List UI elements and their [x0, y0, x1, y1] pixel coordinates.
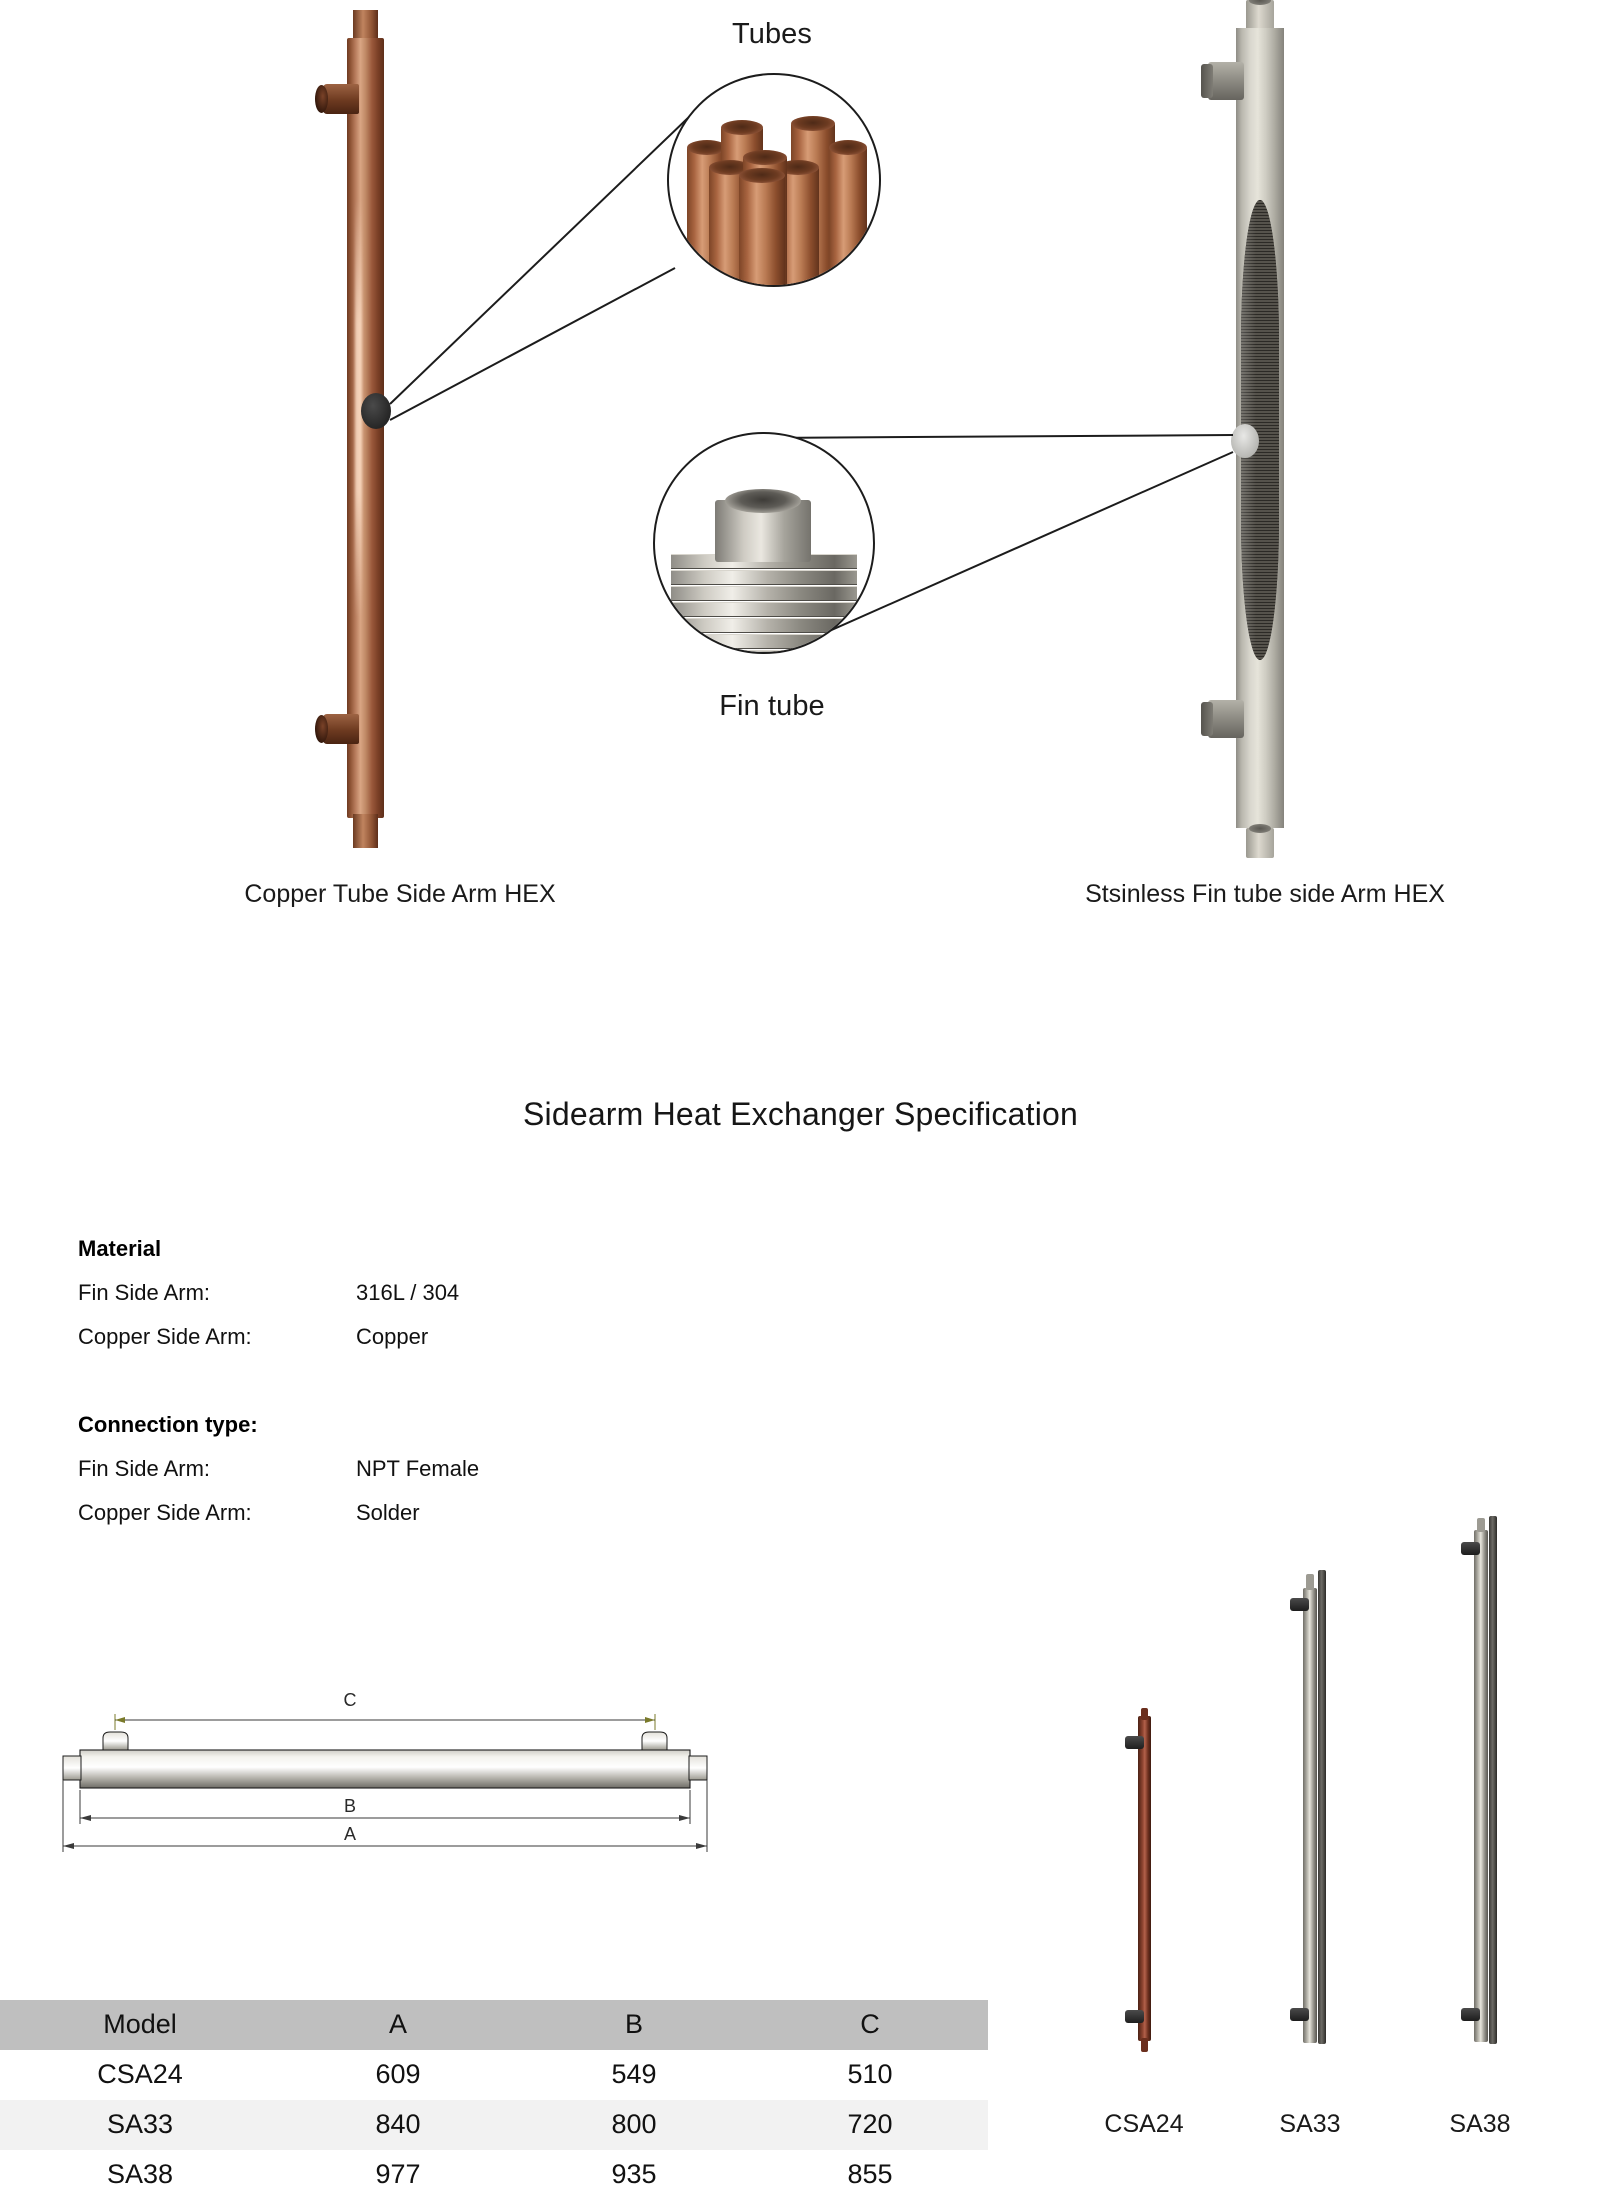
- material-fin-label: Fin Side Arm:: [78, 1280, 211, 1305]
- sa33-lower-port: [1290, 2008, 1309, 2021]
- material-copper-value: Copper: [356, 1324, 429, 1349]
- csa24-upper-port: [1125, 1736, 1144, 1749]
- sa38-upper-port: [1461, 1542, 1480, 1555]
- steel-top-rim: [1249, 0, 1271, 5]
- material-copper-label: Copper Side Arm:: [78, 1324, 252, 1349]
- fin-ring: [671, 602, 857, 617]
- sa33-upper-port: [1290, 1598, 1309, 1611]
- column-header-a: A: [388, 2009, 407, 2039]
- fintube-label: Fin tube: [719, 690, 825, 722]
- sa38-lower-port: [1461, 2008, 1480, 2021]
- sa38-top-neck: [1477, 1518, 1485, 1532]
- steel-bottom-rim: [1249, 824, 1271, 833]
- table-body: [0, 2050, 988, 2200]
- table-row: [0, 2050, 988, 2100]
- left-product-caption: Copper Tube Side Arm HEX: [244, 880, 556, 908]
- size-comparison-group: [1100, 1510, 1601, 2138]
- steel-top-neck: [1246, 0, 1274, 30]
- material-fin-value: 316L / 304: [356, 1280, 460, 1305]
- page-title: Sidearm Heat Exchanger Specification: [522, 1096, 1079, 1132]
- cell-b: 800: [611, 2109, 657, 2139]
- steel-upper-port: [1208, 62, 1244, 100]
- csa24-top-neck: [1141, 1708, 1148, 1720]
- cell-a: 977: [375, 2159, 421, 2189]
- fin-ring: [671, 650, 857, 654]
- fin-ring: [671, 570, 857, 585]
- right-product-caption: Stsinless Fin tube side Arm HEX: [1085, 880, 1445, 908]
- table-header-row: [0, 2000, 988, 2050]
- connection-spec-block: [78, 1412, 479, 1544]
- connection-fin-label: Fin Side Arm:: [78, 1456, 211, 1481]
- size-label-sa38: SA38: [1449, 2110, 1511, 2138]
- column-header-c: C: [860, 2009, 880, 2039]
- size-label-csa24: CSA24: [1104, 2110, 1184, 2138]
- fin-ring: [671, 618, 857, 633]
- fin-tube-threaded-port: [715, 500, 811, 562]
- steel-callout-dot: [1231, 424, 1259, 458]
- steel-bottom-neck: [1246, 828, 1274, 858]
- dimension-label-c: C: [343, 1690, 357, 1710]
- material-row: [78, 1324, 459, 1350]
- csa24-bottom-neck: [1141, 2038, 1148, 2052]
- tubes-label: Tubes: [731, 18, 813, 50]
- copper-upper-port: [323, 84, 359, 114]
- model-dimensions-table: [0, 2000, 988, 2200]
- dimension-label-a: A: [343, 1824, 356, 1844]
- sa38-inner-tube: [1489, 1516, 1497, 2044]
- cell-b: 549: [611, 2059, 657, 2089]
- copper-callout-dot: [361, 393, 391, 429]
- table-header: [0, 2000, 988, 2050]
- fin-ring: [671, 634, 857, 649]
- column-header-model: Model: [103, 2009, 177, 2039]
- fintube-detail-circle: [653, 432, 875, 654]
- steel-lower-port: [1208, 700, 1244, 738]
- sa33-body: [1303, 1588, 1317, 2043]
- dimension-label-b: B: [343, 1796, 356, 1816]
- connection-row: [78, 1456, 479, 1482]
- copper-bottom-neck: [353, 814, 378, 848]
- product-photo-area: [0, 0, 1601, 930]
- copper-lower-port: [323, 714, 359, 744]
- cell-a: 840: [375, 2109, 421, 2139]
- cell-a: 609: [375, 2059, 421, 2089]
- connection-fin-value: NPT Female: [356, 1456, 480, 1481]
- cell-model: CSA24: [97, 2059, 183, 2089]
- fin-ring: [671, 586, 857, 601]
- tube-bundle-item: [739, 175, 785, 285]
- connection-heading: Connection type:: [78, 1412, 258, 1437]
- copper-sidearm-photo: [325, 8, 405, 848]
- tubes-detail-circle: [667, 73, 881, 287]
- material-heading: Material: [78, 1236, 162, 1261]
- cell-model: SA38: [106, 2159, 174, 2189]
- csa24-lower-port: [1125, 2010, 1144, 2023]
- cell-c: 855: [847, 2159, 893, 2189]
- cell-model: SA33: [106, 2109, 174, 2139]
- cell-b: 935: [611, 2159, 657, 2189]
- connection-row: [78, 1500, 479, 1526]
- material-spec-block: [78, 1236, 459, 1368]
- table-row: [0, 2150, 988, 2200]
- column-header-b: B: [624, 2009, 643, 2039]
- stainless-sidearm-photo: [1210, 0, 1320, 860]
- sa33-top-neck: [1306, 1574, 1314, 1590]
- connection-copper-label: Copper Side Arm:: [78, 1500, 252, 1525]
- fin-stack: [671, 492, 857, 654]
- table-row: [0, 2100, 988, 2150]
- cell-c: 510: [847, 2059, 893, 2089]
- material-row: [78, 1280, 459, 1306]
- csa24-body: [1138, 1716, 1151, 2041]
- tube-bundle-item: [829, 147, 867, 283]
- dimension-drawing: [55, 1690, 715, 1870]
- sa38-body: [1474, 1530, 1488, 2042]
- cell-c: 720: [847, 2109, 893, 2139]
- connection-copper-value: Solder: [356, 1500, 420, 1525]
- size-label-sa33: SA33: [1279, 2110, 1341, 2138]
- sa33-inner-tube: [1318, 1570, 1326, 2044]
